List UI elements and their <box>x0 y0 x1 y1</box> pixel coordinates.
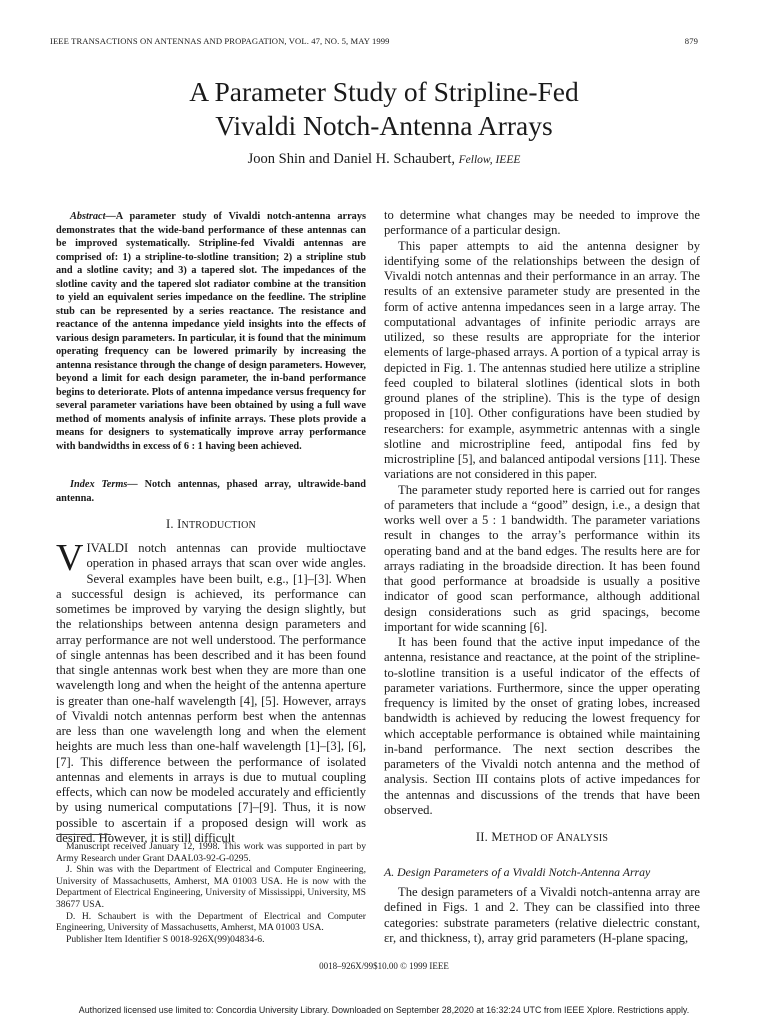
author-suffix: Fellow, IEEE <box>458 154 521 166</box>
footnote-rule <box>56 834 111 835</box>
section-title-first-letter: M <box>491 830 503 844</box>
footnote-publisher-id: Publisher Item Identifier S 0018-926X(99)04834-6. <box>66 933 265 945</box>
author-line <box>0 151 768 168</box>
section-heading-introduction <box>56 517 366 533</box>
section-heading-method <box>384 830 700 846</box>
license-notice: Authorized licensed use limited to: Concordia University Library. Downloaded on September 28,2020 at 16:32:24 UTC from IEEE Xplore. Restrictions apply. <box>78 1005 690 1015</box>
method-paragraph-1 <box>384 885 700 946</box>
index-terms-label: Index Terms— <box>70 479 138 490</box>
intro-text: IVALDI notch antennas can provide multioctave operation in phased arrays that scan over wide angles. Several examples have been built, e.g., [1]–[3]. When a successful design is achieved, its performance can sometimes be improved by varying the design slightly, but the relationships between antenna design parameters and array performance are not well understood. The performance of single antennas has been described and it has been found that single antennas work best when they are more than one wavelength long and when the height of the antenna aperture is greater than one-half wavelength [4], [5]. However, arrays of Vivaldi notch antennas perform best when the antennas are less than one wavelength long and when the element heights are much less than one-half wavelength [1]–[3], [6], [7]. This difference between the performance of isolated antennas and elements in arrays is due to mutual coupling effects, which can now be modeled accurately and efficiently by using numerical computations [7]–[9]. Thus, it is now possible to ascertain if a proposed design will work as desired. However, it is still difficult <box>56 541 366 845</box>
abstract <box>56 210 366 453</box>
intro-paragraph-1 <box>56 537 366 846</box>
abstract-text: A parameter study of Vivaldi notch-antenna arrays demonstrates that the wide-band performance of these antennas can be improved systematically. Stripline-fed Vivaldi antennas are comprised of: 1) a stripline-to-slotline transition; 2) a stripline stub and a slotline cavity; and 3) a tapered slot. The impedances of the slotline cavity and the tapered slot radiator combine at the transition to yield an equivalent series impedance on the feedline. The stripline stub can be represented by a series reactance. The resistance and reactance of the antenna impedance yield insights into the effects of various design parameters. In particular, it is found that the minimum operating frequency can be lowered primarily by increasing the antenna resistance through the change of design parameters. However, beyond a limit for each design parameter, the in-band performance begins to deteriorate. Plots of antenna impedance versus frequency for several parameter variations have been obtained by using a full wave method of moments analysis of infinite arrays. These plots provide a means for designers to systematically improve array performance with bandwidths in excess of 6 : 1 having been achieved. <box>56 211 366 452</box>
footnotes <box>56 841 366 945</box>
abstract-label: Abstract— <box>70 211 116 222</box>
method-text: The design parameters of a Vivaldi notch-antenna array are defined in Figs. 1 and 2. They can be classified into three categories: substrate parameters (relative dielectric constant, εr, and thickness, t), array grid parameters (H-plane spacing, <box>384 885 700 945</box>
footnote-author-shin: J. Shin was with the Department of Electrical and Computer Engineering, University of Massachusetts, Amherst, MA 01003 USA. He is now with the Department of Electrical Engineering, University of Mississippi, University, MS 38677 USA. <box>56 864 366 910</box>
title-line-1: A Parameter Study of Stripline-Fed <box>189 76 579 107</box>
section-numeral: I. <box>166 517 174 531</box>
intro-paragraph-4: It has been found that the active input impedance of the antenna, resistance and reactance, at the point of the stripline-to-slotline transition is a useful indicator of the effects of parameter variations. Furthermore, since the upper operating frequency is limited by the onset of grating lobes, increased bandwidth is achieved by reducing the lowest frequency for which acceptable performance is obtained while maintaining in-band performance. The next section describes the parameters of the Vivaldi notch antenna and the method of analysis. Section III contains plots of active impedances for the antennas and discussions of the trends that have been observed. <box>384 635 700 817</box>
intro-paragraph-3: The parameter study reported here is carried out for ranges of parameters that include a “good” design, i.e., a design that works well over a 5 : 1 bandwidth. The parameter variations result in changes to the array’s performance within its operating band and at the band edges. The results here are for arrays radiating in the broadside direction. It has been found that good performance at broadside is usually a positive indicator of good scan performance, although additional design considerations such as grid spacings, become important for wide scanning [6]. <box>384 482 700 634</box>
copyright-line: 0018–926X/99$10.00 © 1999 IEEE <box>319 961 449 971</box>
footnote-author-schaubert: D. H. Schaubert is with the Department of Electrical and Computer Engineering, University of Massachusetts, Amherst, MA 01003 USA. <box>56 910 366 934</box>
section-title-second-cap: A <box>556 830 566 844</box>
section-title-rest: NTRODUCTION <box>181 520 256 531</box>
section-title-first-letter: I <box>177 517 182 531</box>
page-number: 879 <box>684 36 698 46</box>
journal-citation: IEEE TRANSACTIONS ON ANTENNAS AND PROPAGATION, VOL. 47, NO. 5, MAY 1999 <box>50 36 390 46</box>
title-line-2: Vivaldi Notch-Antenna Arrays <box>215 110 553 141</box>
section-title-mid: ETHOD OF <box>502 833 557 844</box>
intro-paragraph-2: This paper attempts to aid the antenna designer by identifying some of the relationships between the design of Vivaldi notch antennas and their performance in an array. The results of an extensive parameter study are presented in the form of active antenna impedances seen in a large array. The computational advantages of infinite periodic arrays are utilized, so these results are appropriate for the interior elements of large-phased arrays. A portion of a typical array is depicted in Fig. 1. The antennas studied here utilize a stripline feed coupled to bilateral slotlines (identical slots in both ground planes of the stripline). This is the type of design proposed in [10]. Other configurations have been studied by researchers: for example, asymmetric antennas with a single slotline and microstripline feed, antipodal fins fed by microstripline [5], and balanced antipodal versions [11]. These variations are not considered in this paper. <box>384 238 700 482</box>
paper-title <box>0 75 768 143</box>
subsection-heading: A. Design Parameters of a Vivaldi Notch-Antenna Array <box>384 865 651 879</box>
index-terms-text: Notch antennas, phased array, ultrawide-band antenna. <box>56 479 366 504</box>
footnote-manuscript: Manuscript received January 12, 1998. This work was supported in part by Army Research under Grant DAAL03-92-G-0295. <box>56 841 366 864</box>
author-names: Joon Shin and Daniel H. Schaubert, <box>247 151 456 167</box>
right-column-text <box>384 208 700 818</box>
index-terms <box>56 478 366 505</box>
intro-continued: to determine what changes may be needed to improve the performance of a particular design. <box>384 208 700 238</box>
drop-cap: V <box>56 537 84 579</box>
section-numeral: II. <box>475 830 488 844</box>
section-title-rest: NALYSIS <box>565 833 609 844</box>
running-header <box>50 36 698 46</box>
